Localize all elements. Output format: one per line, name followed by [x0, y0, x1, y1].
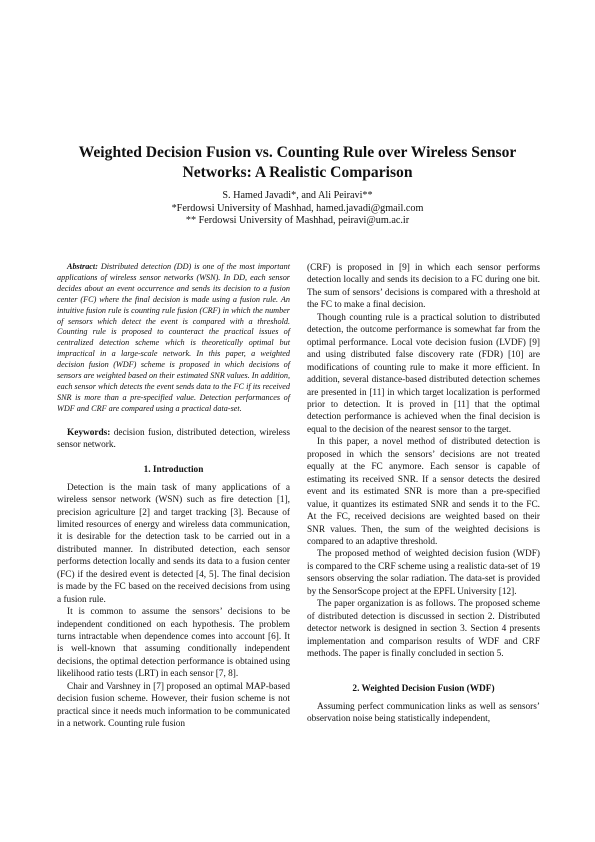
keywords: [57, 427, 290, 452]
body-paragraph: Detection is the main task of many applications of a wireless sensor network (WSN) such as fire detection [1], precision agriculture [2] and target tracking [3]. Because of limited resources of energy and wireless data communication, it is desirable for the detection task to be carried out in a distributed manner. In distributed detection, each sensor performs detection locally and sends its data to a fusion center (FC) if the desired event is detected [4, 5]. The final decision is made by the FC based on the received decisions from using a fusion rule.: [57, 482, 290, 605]
body-paragraph: (CRF) is proposed in [9] in which each sensor performs detection locally and sends its decision to a FC during one bit. The sum of sensors’ decisions is compared with a threshold at the FC to make a final decision.: [307, 263, 540, 311]
body-paragraph: In this paper, a novel method of distributed detection is proposed in which the sensors’ decisions are not treated equally at the FC anymore. Each sensor is capable of estimating its received SNR. If a sensor detects the desired event and its estimated SNR is more than a pre-specified value, it quantizes its estimated SNR and sends it to the FC. At the FC, received decisions are weighted based on their SNR values. Then, the sum of the weighted decisions is compared to an adaptive threshold.: [307, 437, 540, 547]
affiliation-1: *Ferdowsi University of Mashhad, hamed.javadi@gmail.com: [171, 202, 424, 214]
body-paragraph: Though counting rule is a practical solution to distributed detection, the outcome performance is somewhat far from the optimal performance. Local vote decision fusion (LVDF) [9] and using distributed false discovery rate (FDR) [10] are modifications of counting rule to make it more efficient. In addition, several distance-based distributed detection schemes are presented in [11] in which target localization is performed prior to detection. It is proved in [11] that the optimal detection performance is achieved when the final decision is equal to the decision of the nearest sensor to the target.: [307, 312, 540, 435]
body-paragraph: Assuming perfect communication links as well as sensors’ observation noise being statistically independent,: [307, 701, 540, 724]
body-paragraph: The proposed method of weighted decision fusion (WDF) is compared to the CRF scheme using a realistic data-set of 19 sensors observing the solar radiation. The data-set is provided by the SensorScope project at the EPFL University [12].: [307, 549, 540, 597]
keywords-label: Keywords:: [67, 427, 111, 438]
left-column: [57, 262, 290, 731]
affiliation-2: ** Ferdowsi University of Mashhad, peiravi@um.ac.ir: [185, 215, 410, 226]
body-paragraph: Chair and Varshney in [7] proposed an optimal MAP-based decision fusion scheme. However, their fusion scheme is not practical since it needs much information to be communicated in a network. Counting rule fusion: [57, 681, 290, 730]
body-paragraph: It is common to assume the sensors’ decisions to be independent conditioned on each hypothesis. The problem turns intractable when dependence comes into account [6]. It is well-known that assuming conditionally independent decisions, the optimal detection performance is obtained using likelihood ratio tests (LRT) in each sensor [7, 8].: [57, 607, 290, 680]
abstract-text: Distributed detection (DD) is one of the most important applications of wireless sensor networks (WSN). In DD, each sensor decides about an event occurrence and sends its decision to a fusion center (FC) where the final decision is made using a fusion rule. An intuitive fusion rule is counting rule fusion (CRF) in which the number of sensors which detect the event is compared with a threshold. Counting rule is proposed to counteract the practical issues of centralized detection scheme which is theoretically optimal but impractical in a large-scale network. In this paper, a weighted decision fusion (WDF) scheme is proposed in which decisions of sensors are weighted based on their estimated SNR values. In addition, each sensor which detects the event sends data to the FC if its received SNR is more than a pre-specified value. Detection performances of WDF and CRF are compared using a practical data-set.: [57, 262, 291, 413]
keywords-text: decision fusion, distributed detection, wireless sensor network.: [57, 427, 290, 451]
paper-title: Weighted Decision Fusion vs. Counting Rule over Wireless Sensor Networks: A Realistic Comparison: [78, 144, 517, 181]
section-heading-introduction: 1. Introduction: [143, 464, 204, 475]
section-heading-wdf: 2. Weighted Decision Fusion (WDF): [352, 683, 495, 694]
author-names: S. Hamed Javadi*, and Ali Peiravi**: [222, 190, 373, 201]
body-paragraph: The paper organization is as follows. The proposed scheme of distributed detection is discussed in section 2. Distributed detector network is designed in section 3. Section 4 presents implementation and comparison results of WDF and CRF methods. The paper is finally concluded in section 5.: [307, 599, 540, 660]
abstract-label: Abstract:: [67, 262, 98, 271]
abstract: [57, 262, 290, 415]
right-column: [307, 262, 540, 725]
author-block: [60, 190, 535, 228]
